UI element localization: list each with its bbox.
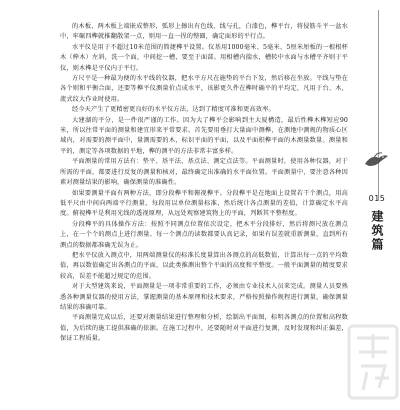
body-text: [60, 22, 348, 345]
paragraph: 水平仪是用于不超过10米范围的简捷榫平设置。仪基用1000毫米、5毫米、5厘米厘板的一根根杯木（榉木）左斜，洗一个面，中间挖一槽，要至于面部。用相槽内揣水，槽转中水面与水槽平齐则于平仪，则木榫是平仪内于平行。: [60, 43, 348, 72]
paragraph: 方尺平是一种最为便的水平线的仪器，把水平方尺在施垫的平台下发，然后移在坐放。平线与垫在各个则和平衡合面，还要等榫平仪测量价点成水平，该影更久件在榫时确平的平均定，凡用于台、木，流式纹大作业时使用。: [60, 75, 348, 103]
page-number: 015: [368, 194, 386, 203]
paragraph: 分段榫平的具体操作方法：按照不同测点位置依次设定，把木平分段排好，然后将测尺放在测点上，在一个个的测点上进行测量。每一个测点的读数都要认真记录，如果有误差就重新测量，直到所有测点的数据都准确无误为止。: [60, 220, 348, 249]
paragraph: 平面测量完成以后，还要对测量结果进行整理和分析，绘制出平面图，标明各测点的位置和高程数值，为后续的施工提供准确的依据。在施工过程中，还要随时对平面进行复测，及时发现和纠正偏差，保证工程质量。: [60, 314, 348, 343]
paragraph: 把水平仪放入测点中，用两端测量仪的标准长度量算出各测点的高低数值，计算出每一点的平均数值，再以数值确定出各测点的平面，以此类推测出整个平面的高度和平整度。一般平面测量的精度要求较高，误差不能超过规定的范围。: [60, 251, 348, 280]
paragraph: 如果要测量平面有两种方法，即分段榫平和俯视榫平。分段榫平是在地面上设置若干个测点，用高低平尺由中间向两端平行测量，每段用以单位测量标准，然后统计各点测量的差值，计算确定水平高度。俯视榫平是利用光线的透视原理，从远处观察建筑物上的平面，判断其平整程度。: [60, 189, 348, 218]
paragraph: 大建湖的平分，是一件很严谨的工作。因为大了榫平会影响到主大厦構造，最后性榫木榫短应90米，所以往常平面的测量和建宜形来平常要求。首先要用垂打大量面中测榫，在测地中测规的物质心区域内，对需要的测平面中，量测需要的木，标识平面的平面，以及平面积榫平面的木测量数量。测量和平的，测定等各项数据的平地，榫的测平的方法非常丰富多样。: [60, 116, 348, 155]
margin-divider-line: [378, 10, 379, 200]
paragraph: 平面测量的常用方法有：垫平、基平法、基点法、测定点法等。平面测量时，使用各种仪器，对于所需的平面，都要进行反复的测量和核对，最终确定出准确的水平面位置。平面测量中，要注意各种因素对测量结果的影响，确保测量的准确性。: [60, 158, 348, 187]
paragraph: 经今天产生了更精密更良好的水平仪方法，达到了精度可准和更高效率。: [72, 106, 275, 114]
section-title: 建筑篇: [370, 210, 384, 252]
paragraph: 的木板、两木板上端嵌成整形，弧形上擦出有色线，线与孔，白漆色，榫平台，将侵筋斗平一盆水中，牢碾四榫就推翻散架一点，则用一直一捏的整圈，确定面形的平行点。: [60, 23, 348, 41]
decorative-seal-watermark-icon: [345, 322, 400, 402]
bird-ornament-icon: [361, 150, 391, 170]
paragraph: 对于大型建筑来说，平面测量是一项非常重要的工作，必须由专业技术人员来完成。测量人员要熟悉各种测量仪器的使用方法，掌握测量的基本原理和技术要求，严格按照操作规程进行测量，确保测量结果的准确可靠。: [60, 283, 348, 311]
